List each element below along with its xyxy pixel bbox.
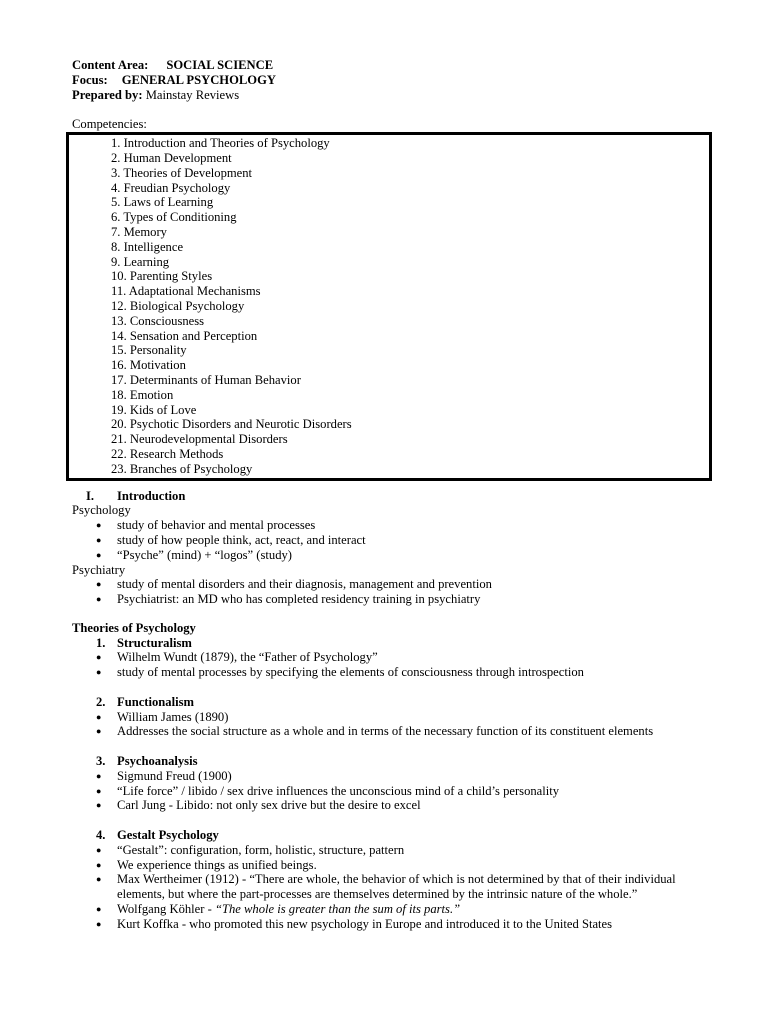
competency-item: 1. Introduction and Theories of Psychology (111, 136, 330, 151)
theory-name: Psychoanalysis (117, 754, 198, 769)
theory-number: 3. (96, 754, 106, 769)
competency-item: 6. Types of Conditioning (111, 210, 237, 225)
list-item-kohler (72, 902, 722, 917)
list-item: ● Psychiatrist: an MD who has completed residency training in psychiatry (72, 592, 722, 607)
focus-line (72, 73, 722, 88)
content-area-label: Content Area: (72, 58, 149, 72)
competency-item: 11. Adaptational Mechanisms (111, 284, 261, 299)
list-item: ● Addresses the social structure as a whole and in terms of the necessary function of its constituent elements (72, 724, 722, 739)
competency-item: 13. Consciousness (111, 313, 205, 328)
prepared-by-value: Mainstay Reviews (145, 87, 240, 102)
list-item: ● study of how people think, act, react, and interact (72, 533, 722, 548)
list-item: ● Wilhelm Wundt (1879), the “Father of Psychology” (72, 650, 722, 665)
competency-item: 20. Psychotic Disorders and Neurotic Disorders (111, 417, 352, 432)
list-item: ● Max Wertheimer (1912) - “There are whole, the behavior of which is not determined by that of their individual elements, but where the part-processes are themselves determined by the intrinsic nature of the whole.” (72, 872, 722, 902)
competency-item: 5. Laws of Learning (111, 195, 214, 210)
competency-item: 3. Theories of Development (111, 165, 253, 180)
focus-value: GENERAL PSYCHOLOGY (121, 72, 276, 87)
theory-number: 4. (96, 828, 106, 843)
competency-item: 19. Kids of Love (111, 402, 197, 417)
content-area-value: SOCIAL SCIENCE (166, 58, 274, 72)
competency-item: 15. Personality (111, 343, 187, 358)
focus-label: Focus: (72, 72, 108, 87)
list-item: ● Sigmund Freud (1900) (72, 769, 722, 784)
competency-item: 2. Human Development (111, 150, 232, 165)
competency-item: 17. Determinants of Human Behavior (111, 372, 301, 387)
competency-item: 21. Neurodevelopmental Disorders (111, 432, 288, 447)
theory-name: Functionalism (117, 694, 194, 709)
kohler-name: Wolfgang Köhler - (117, 902, 215, 917)
competency-item: 12. Biological Psychology (111, 298, 245, 313)
section-heading-introduction (72, 489, 722, 504)
list-item: ● William James (1890) (72, 710, 722, 725)
competency-item: 8. Intelligence (111, 239, 184, 254)
term-psychology: Psychology (72, 503, 131, 518)
competency-item: 4. Freudian Psychology (111, 180, 231, 195)
list-item: ● “Life force” / libido / sex drive influences the unconscious mind of a child’s personality (72, 784, 722, 799)
competency-item: 7. Memory (111, 224, 167, 239)
competencies-label: Competencies: (72, 117, 147, 132)
prepared-by-line (72, 88, 722, 103)
list-item: ● study of mental disorders and their diagnosis, management and prevention (72, 577, 722, 592)
theory-heading-gestalt (72, 828, 722, 843)
theories-heading: Theories of Psychology (72, 620, 196, 635)
competency-item: 22. Research Methods (111, 446, 224, 461)
competency-item: 14. Sensation and Perception (111, 328, 258, 343)
theory-heading-functionalism (72, 695, 722, 710)
list-item: ● study of mental processes by specifying the elements of consciousness through introspection (72, 665, 722, 680)
theory-heading-psychoanalysis (72, 754, 722, 769)
term-psychiatry: Psychiatry (72, 562, 126, 577)
competency-item: 16. Motivation (111, 358, 186, 373)
kohler-quote: “The whole is greater than the sum of its parts.” (214, 902, 461, 917)
content-area-line (72, 58, 722, 73)
theory-number: 1. (96, 635, 106, 650)
competencies-box (66, 132, 712, 480)
theory-name: Gestalt Psychology (117, 828, 219, 843)
theory-heading-structuralism (72, 636, 722, 651)
list-item: ● Carl Jung - Libido: not only sex drive but the desire to excel (72, 798, 722, 813)
document-page (72, 58, 722, 932)
competency-item: 9. Learning (111, 254, 170, 269)
list-item: ● We experience things as unified beings. (72, 858, 722, 873)
section-title: Introduction (117, 488, 186, 503)
list-item: ● study of behavior and mental processes (72, 518, 722, 533)
list-item: ● “Gestalt”: configuration, form, holistic, structure, pattern (72, 843, 722, 858)
competency-item: 18. Emotion (111, 387, 174, 402)
competency-item: 23. Branches of Psychology (111, 461, 253, 476)
theory-name: Structuralism (117, 635, 192, 650)
competency-item: 10. Parenting Styles (111, 269, 213, 284)
theory-number: 2. (96, 694, 106, 709)
section-number: I. (86, 488, 95, 503)
prepared-by-label: Prepared by: (72, 87, 143, 102)
list-item: ● Kurt Koffka - who promoted this new psychology in Europe and introduced it to the United States (72, 917, 722, 932)
list-item: ● “Psyche” (mind) + “logos” (study) (72, 548, 722, 563)
